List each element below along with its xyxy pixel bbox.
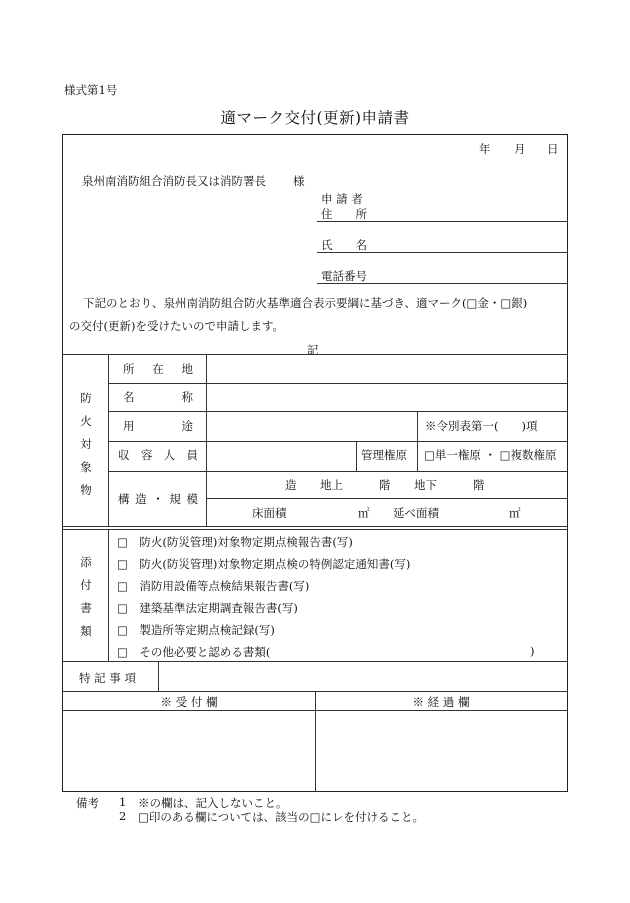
- special-notes-label: 特 記 事 項: [79, 671, 136, 685]
- form-number: 様式第1号: [64, 83, 118, 97]
- body-text-line2: の交付(更新)を受けたいので申請します。: [69, 319, 285, 333]
- reception-label: ※ 受 付 欄: [160, 695, 218, 709]
- addressee: 泉州南消防組合消防長又は消防署長: [82, 174, 266, 188]
- use-label: 用 途: [123, 419, 193, 433]
- attachment-other-close: ): [530, 644, 535, 658]
- address-label: 住 所: [321, 207, 367, 221]
- floors-above-unit: 階: [379, 478, 391, 492]
- attachment-item[interactable]: □ 防火(防災管理)対象物定期点検報告書(写): [117, 535, 353, 549]
- name-of-building-label: 名 称: [123, 390, 193, 404]
- attachment-item[interactable]: □ 消防用設備等点検結果報告書(写): [117, 579, 310, 593]
- structure-label: 構 造 ・ 規 模: [118, 492, 198, 506]
- location-label: 所 在 地: [123, 362, 193, 376]
- application-form: [62, 134, 568, 792]
- floor-area-label: 床面積: [252, 506, 287, 520]
- reception-field[interactable]: [64, 711, 314, 789]
- appendix-reference: ※令別表第一( )項: [425, 419, 538, 433]
- management-authority-label: 管理権原: [361, 448, 407, 462]
- total-area-label: 延べ面積: [393, 506, 439, 520]
- form-title: 適マーク交付(更新)申請書: [220, 109, 410, 127]
- phone-label: 電話番号: [321, 269, 367, 283]
- name-field-line[interactable]: [317, 252, 567, 253]
- target-label: 防 火 対 象 物: [80, 391, 92, 497]
- floors-above-label: 地上: [320, 478, 343, 492]
- attachment-item[interactable]: □ 製造所等定期点検記録(写): [117, 623, 275, 637]
- date-day: 日: [547, 142, 559, 156]
- remark-number: 1: [119, 795, 127, 809]
- address-field-line[interactable]: [317, 221, 567, 222]
- addressee-suffix: 様: [293, 174, 305, 188]
- special-notes-field[interactable]: [159, 662, 567, 690]
- attachment-item-other[interactable]: □ その他必要と認める書類(: [117, 645, 271, 659]
- phone-field-line[interactable]: [317, 283, 567, 284]
- attachment-item[interactable]: □ 建築基準法定期調査報告書(写): [117, 601, 298, 615]
- remarks-label: 備考: [76, 796, 99, 810]
- floors-below-unit: 階: [473, 478, 485, 492]
- ki-mark: 記: [307, 343, 319, 357]
- authority-options[interactable]: □単一権原 ・ □複数権原: [424, 448, 557, 462]
- remark-number: 2: [119, 809, 127, 823]
- remark-text: □印のある欄については、該当の□にレを付けること。: [138, 810, 424, 824]
- attachment-item[interactable]: □ 防火(防災管理)対象物定期点検の特例認定通知書(写): [117, 557, 411, 571]
- progress-label: ※ 経 過 欄: [412, 695, 470, 709]
- name-label: 氏 名: [321, 238, 367, 252]
- attachments-label: 添 付 書 類: [80, 555, 92, 638]
- floors-below-label: 地下: [414, 478, 437, 492]
- capacity-label: 収 容 人 員: [118, 448, 198, 462]
- floor-area-unit: ㎡: [358, 506, 370, 520]
- date-year: 年: [479, 142, 491, 156]
- total-area-unit: ㎡: [509, 506, 521, 520]
- structure-type: 造: [285, 478, 297, 492]
- applicant-label: 申 請 者: [321, 192, 363, 206]
- date-month: 月: [514, 142, 526, 156]
- progress-field[interactable]: [316, 711, 566, 789]
- body-text-line1: 下記のとおり、泉州南消防組合防火基準適合表示要綱に基づき、適マーク(□金・□銀): [83, 296, 528, 310]
- remark-text: ※の欄は、記入しないこと。: [138, 796, 288, 810]
